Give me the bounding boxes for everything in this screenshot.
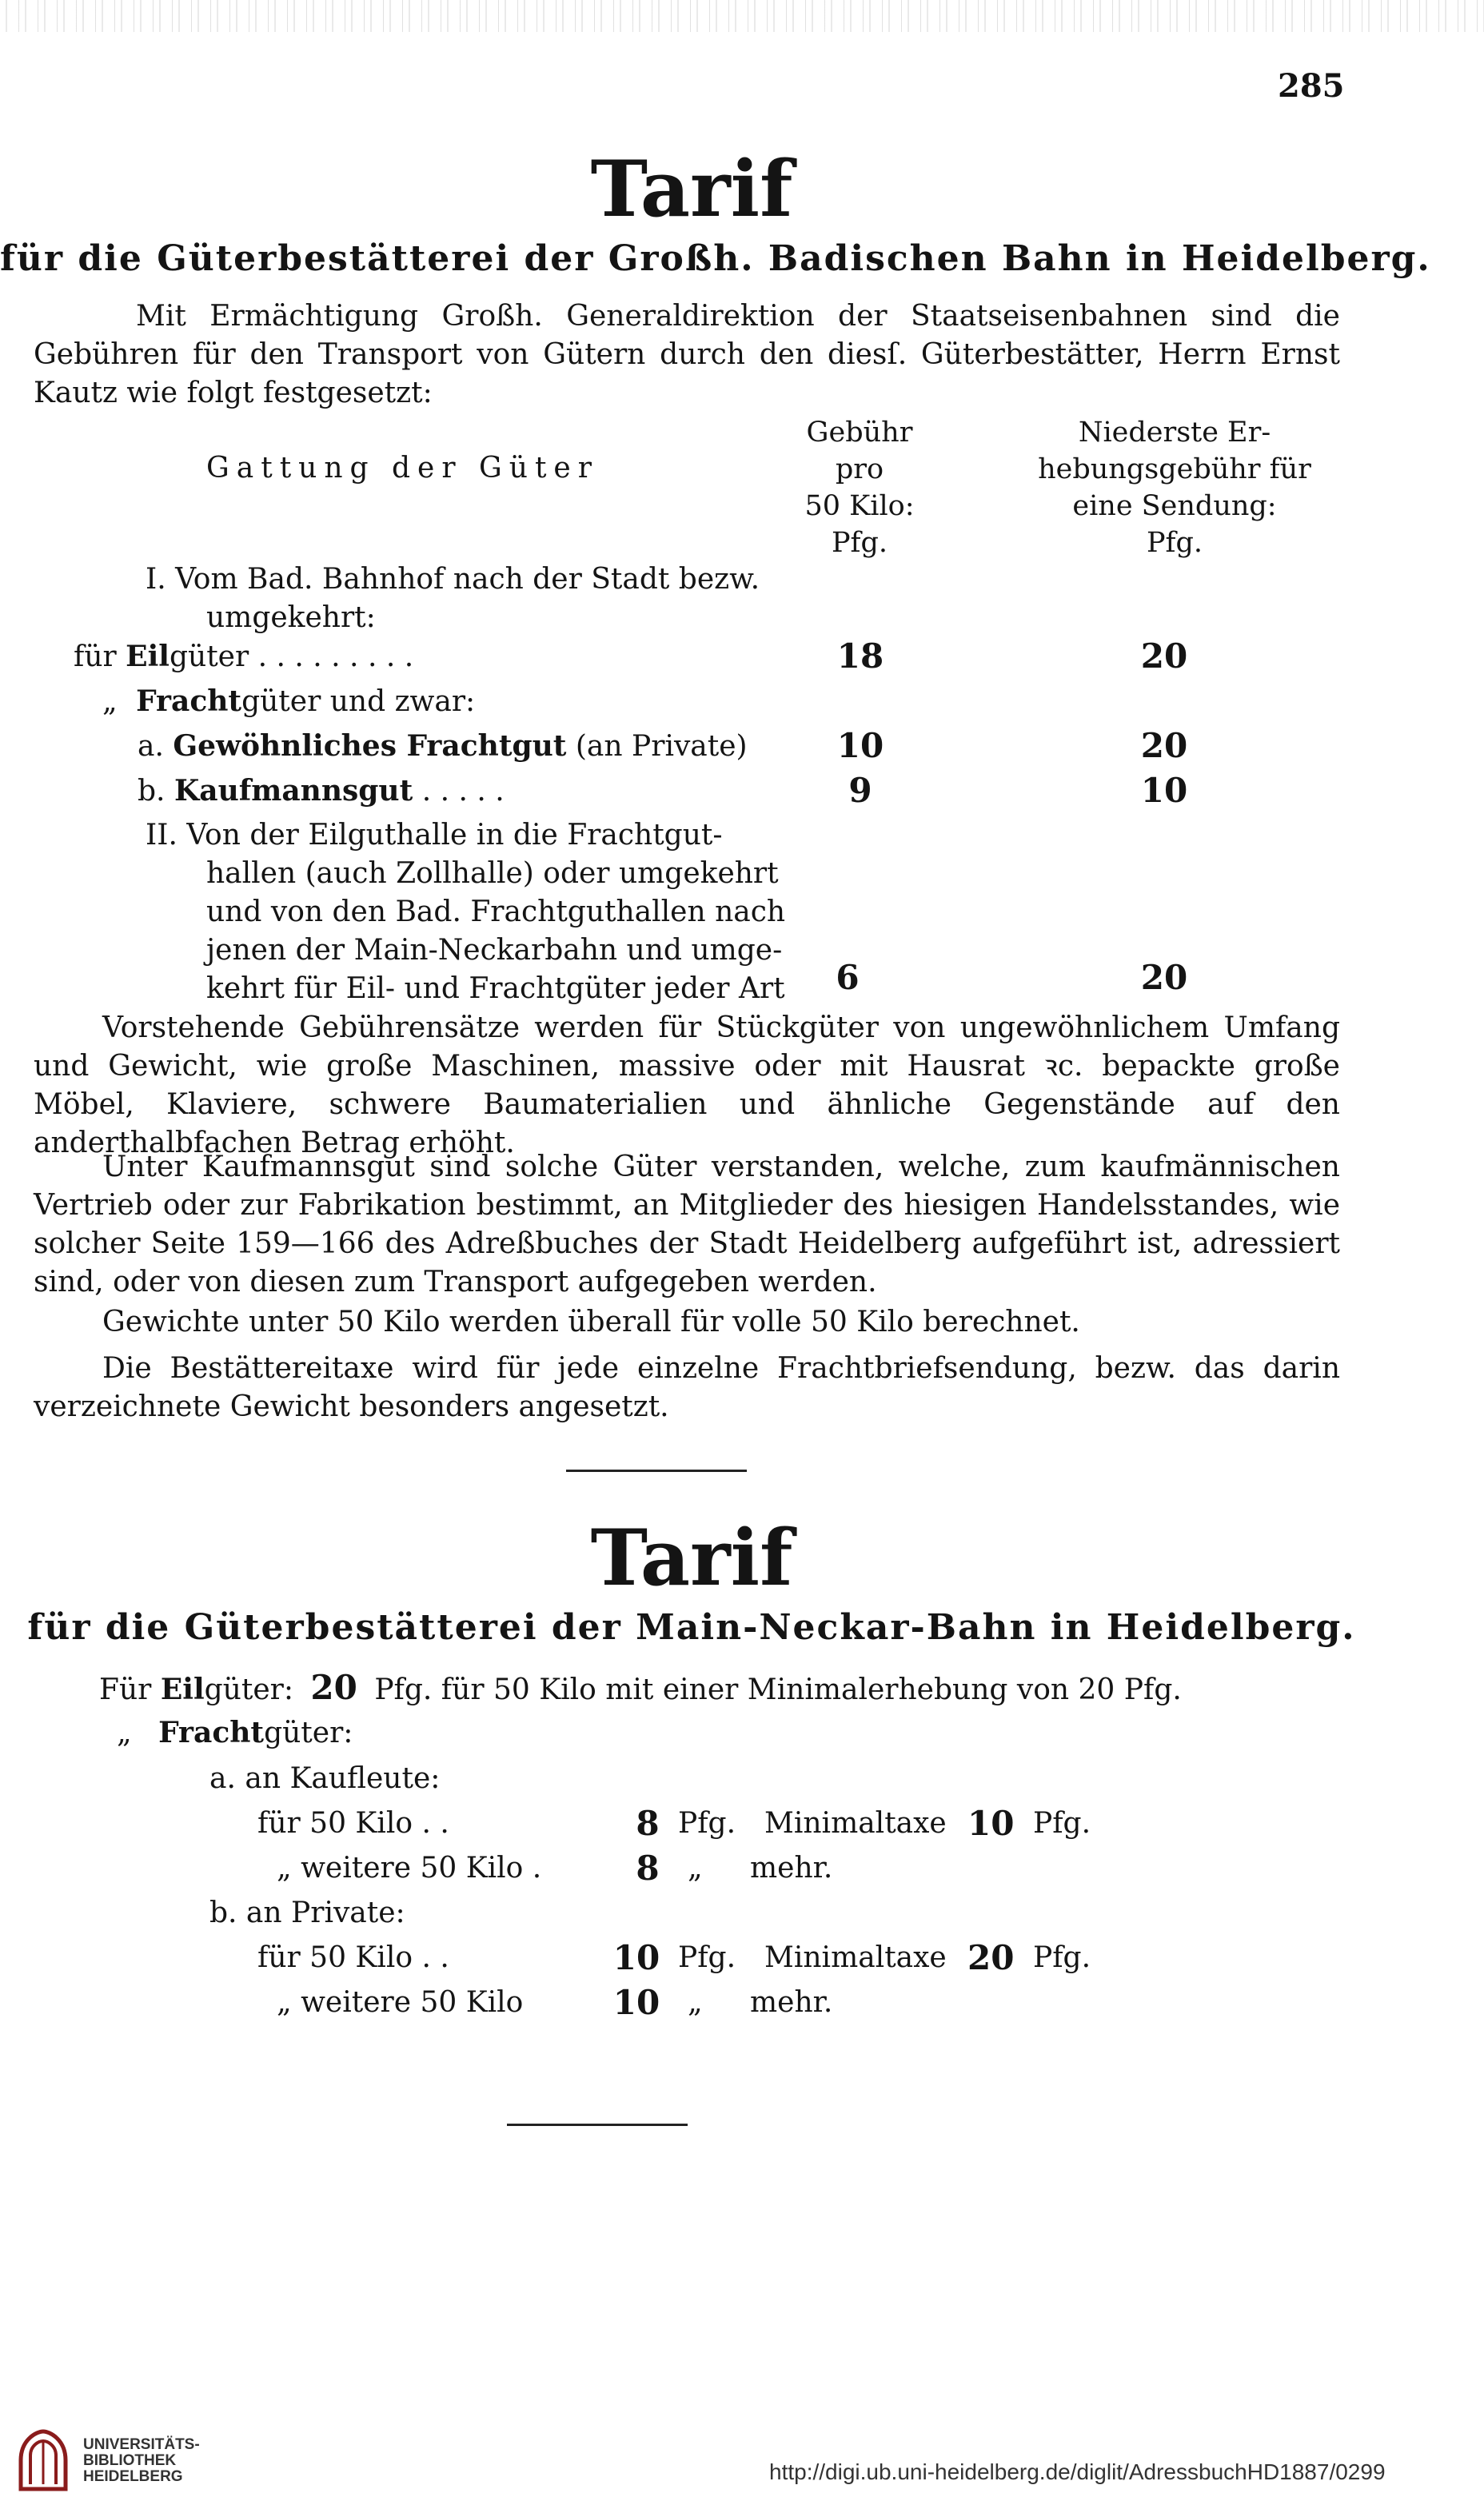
header-line: Pfg. [831,527,888,559]
section-2-line: kehrt für Eil- und Frachtgüter jeder Art [206,972,785,1005]
fracht-bold: Fracht [158,1716,265,1749]
column-header-gebuehr [792,414,927,561]
library-line: UNIVERSITÄTS- [83,2436,200,2453]
row-label: güter und zwar: [241,685,476,718]
rate-unit: „ [688,1986,703,2019]
library-name [83,2437,200,2485]
header-line: hebungsgebühr für [1038,453,1311,485]
rate-label: für 50 Kilo . . [257,1941,449,1974]
header-line: pro [835,453,884,485]
scan-edge-artifact [0,0,1484,32]
fracht-prefix: „ [117,1717,132,1749]
section-divider [507,2124,688,2126]
university-seal-icon [14,2428,72,2492]
tarif1-subtitle: für die Güterbestätterei der Großh. Badischen Bahn in Heidelberg. [0,238,1431,279]
header-line: Gebühr [806,417,913,449]
header-line: Pfg. [1146,527,1203,559]
row-prefix: „ [102,685,118,718]
library-line: HEIDELBERG [83,2468,183,2485]
tarif1-intro: Mit Ermächtigung Großh. Generaldirektion der Staatseisenbahnen sind die Gebühren für den Transport von Gütern durch den diesſ. Güterbestätter, Herrn Ernst Kautz wie folgt festgesetzt: [34,300,1340,409]
rate-min-label: Minimaltaxe [764,1807,947,1840]
eil-bold: Eil [160,1673,205,1706]
rate-label: „ weitere 50 Kilo [277,1986,524,2019]
row-prefix: für [74,640,117,673]
header-line: eine Sendung: [1072,490,1277,522]
section-2-line: und von den Bad. Frachtguthallen nach [206,895,786,928]
section-1-heading-cont: umgekehrt: [206,601,376,634]
note-paragraph: Die Bestättereitaxe wird für jede einzelne Frachtbriefsendung, bezw. das darin verzeichnete Gewicht besonders angesetzt. [34,1352,1340,1423]
rate-min-label: Minimaltaxe [764,1941,947,1974]
row-gebuehr: 9 [848,771,872,810]
row-gebuehr: 18 [836,636,884,676]
group-b-label: b. an Private: [209,1897,405,1929]
row-label-bold: Kaufmannsgut [174,774,413,808]
row-label-bold: Fracht [136,684,242,718]
eilgueter-line [99,1668,1182,1707]
column-header-gattung: Gattung der Güter [206,452,599,485]
fracht-post: güter: [264,1717,353,1749]
rate-label: „ weitere 50 Kilo . [277,1852,542,1885]
rate-min-unit: Pfg. [1033,1941,1091,1974]
eil-value: 20 [310,1668,357,1707]
row-label: (an Private) [566,730,748,763]
tarif-row [138,729,748,763]
note-paragraph: Unter Kaufmannsgut sind solche Güter verstanden, welche, zum kaufmännischen Vertrieb oder zur Fabrikation bestimmt, an Mitglieder des hiesigen Handelsstandes, wie solcher Seite 159—166 des Adreßbuches der Stadt Heidelberg aufgeführt ist, adressiert sind, oder von diesen zum Transport aufgegeben werden. [34,1151,1340,1298]
row-label: güter . . . . . . . . . [169,640,414,673]
rate-value: 8 [636,1849,660,1888]
rate-unit: „ [688,1852,703,1885]
tarif2-subtitle: für die Güterbestätterei der Main-Neckar-Bahn in Heidelberg. [27,1607,1356,1648]
section-2-niederste: 20 [1140,958,1188,997]
eil-post: Pfg. für 50 Kilo mit einer Minimalerhebung von 20 Pfg. [374,1673,1182,1706]
eil-mid: güter: [204,1673,293,1706]
row-label: . . . . . [413,775,505,808]
section-2-line: jenen der Main-Neckarbahn und umge- [206,934,783,967]
note-paragraph: Vorstehende Gebührensätze werden für Stückgüter von ungewöhnlichem Umfang und Gewicht, wie große Maschinen, massive oder mit Hausrat ꝛc. bepackte große Möbel, Klaviere, schwere Baumaterialien und ähnliche Gegenstände auf den anderthalbfachen Betrag erhöht. [34,1011,1340,1159]
group-a-label: a. an Kaufleute: [209,1762,441,1795]
row-label-bold: Gewöhnliches Frachtgut [173,729,567,763]
rate-min-value: 10 [967,1804,1015,1843]
section-2-line: hallen (auch Zollhalle) oder umgekehrt [206,857,779,890]
rate-value: 8 [636,1804,660,1843]
rate-value: 10 [612,1938,660,1977]
source-url-link[interactable]: http://digi.ub.uni-heidelberg.de/diglit/AdressbuchHD1887/0299 [769,2459,1386,2484]
row-prefix: b. [138,775,166,808]
tarif-row [138,774,505,808]
rate-unit: Pfg. [678,1807,736,1840]
tarif-row [74,640,413,673]
page-number: 285 [1278,67,1345,105]
frachtgueter-line [117,1716,353,1749]
rate-label: für 50 Kilo . . [257,1807,449,1840]
tarif2-title: Tarif [590,1513,793,1603]
rate-min-label: mehr. [750,1986,833,2019]
row-prefix: a. [138,730,164,763]
header-line: Niederste Er- [1078,417,1271,449]
rate-unit: Pfg. [678,1941,736,1974]
section-1-heading: I. Vom Bad. Bahnhof nach der Stadt bezw. [146,563,760,596]
row-niederste: 20 [1140,726,1188,765]
tarif-row [102,684,475,718]
section-divider [566,1470,747,1472]
header-line: 50 Kilo: [804,490,915,522]
row-niederste: 10 [1140,771,1188,810]
rate-min-unit: Pfg. [1033,1807,1091,1840]
rate-min-label: mehr. [750,1852,833,1885]
column-header-niederste [1003,414,1346,561]
rate-value: 10 [612,1983,660,2022]
rate-min-value: 20 [967,1938,1015,1977]
eil-prefix: Für [99,1673,152,1706]
section-2-line: II. Von der Eilguthalle in die Frachtgut- [146,819,723,852]
library-line: BIBLIOTHEK [83,2452,177,2469]
row-label-bold: Eil [126,640,170,673]
row-niederste: 20 [1140,636,1188,676]
row-gebuehr: 10 [836,726,884,765]
tarif1-title: Tarif [590,144,793,234]
note-paragraph: Gewichte unter 50 Kilo werden überall für volle 50 Kilo berechnet. [102,1306,1080,1338]
section-2-gebuehr: 6 [836,958,860,997]
